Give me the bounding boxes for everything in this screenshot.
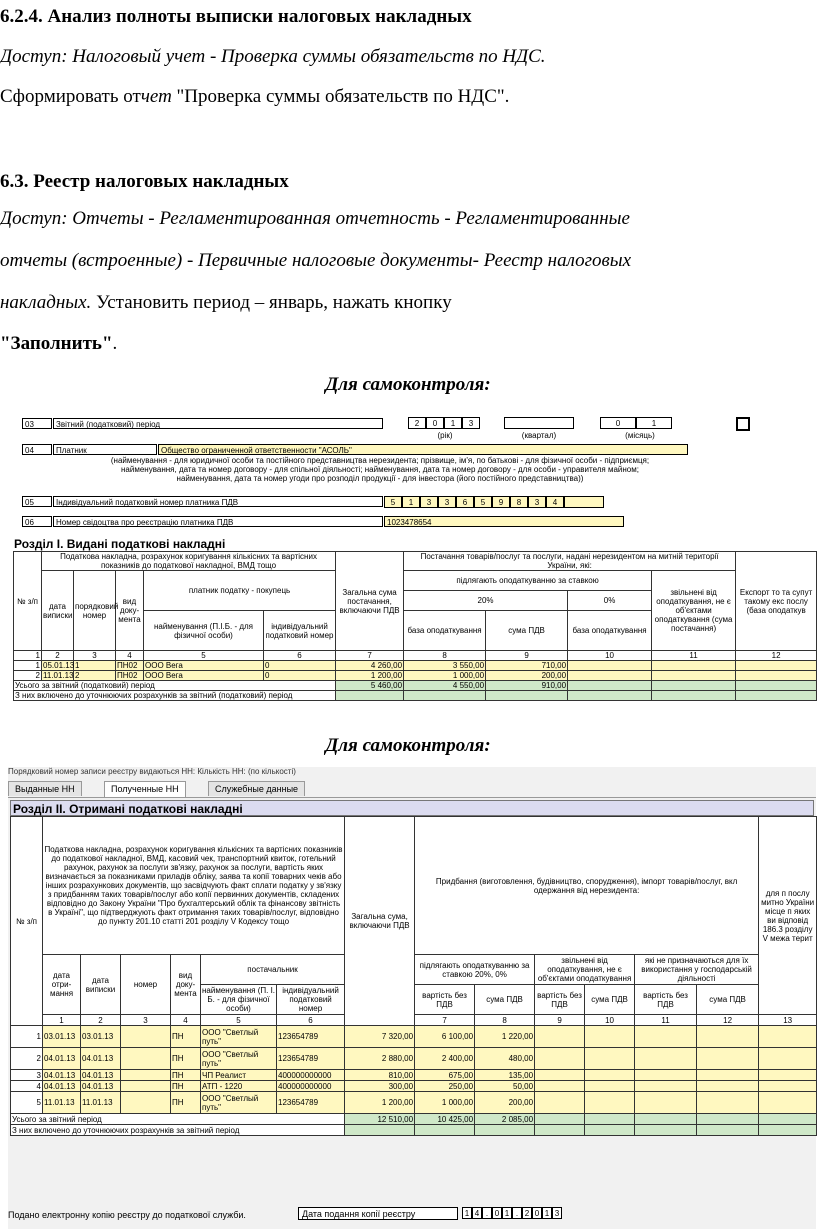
row-05-code: 05 bbox=[22, 496, 52, 507]
cell-empty[interactable] bbox=[652, 661, 736, 671]
year-caption: (рік) bbox=[437, 431, 453, 440]
hdr2-name: найменування (П. І. Б. - для фізичної особи) bbox=[202, 986, 276, 1013]
cell-num[interactable] bbox=[121, 1070, 171, 1081]
register-form-issued bbox=[14, 412, 816, 714]
access-path-2-line3 bbox=[0, 292, 802, 314]
col-num: 11 bbox=[635, 1015, 697, 1026]
col-num: 10 bbox=[585, 1015, 635, 1026]
tab-service[interactable]: Служебные данные bbox=[208, 781, 305, 796]
col-num: 2 bbox=[81, 1015, 121, 1026]
date-digit: 0 bbox=[532, 1207, 542, 1219]
ipn-digit-empty bbox=[564, 496, 604, 508]
row-06-code: 06 bbox=[22, 516, 52, 527]
hdr-name: найменування (П.І.Б. - для фізичної особи) bbox=[144, 611, 264, 651]
cell-num[interactable]: 1 bbox=[74, 661, 116, 671]
hdr-nn: № з/п bbox=[14, 552, 42, 651]
hdr2-notused: які не призначаються для їх використання у господарській діяльності bbox=[635, 955, 759, 985]
top-partial-row: Порядковий номер записи реєстру видаються НН: Кількість НН: (по кількості) bbox=[8, 767, 296, 776]
action-text-1b: чет bbox=[140, 86, 172, 107]
section-1-title: Розділ І. Видані податкові накладні bbox=[14, 537, 226, 551]
ipn-digit: 5 bbox=[384, 496, 402, 508]
access-path-2-line3-normal: Установить период – январь, нажать кнопку bbox=[91, 292, 452, 313]
cell-type[interactable]: ПН bbox=[171, 1081, 201, 1092]
cell-n: 2 bbox=[11, 1048, 43, 1070]
cell-vat[interactable]: 1 220,00 bbox=[475, 1026, 535, 1048]
ipn-digit: 9 bbox=[492, 496, 510, 508]
cell-name[interactable]: ООО "Светлый путь" bbox=[201, 1048, 277, 1070]
table-row[interactable] bbox=[11, 1026, 817, 1048]
cell-vat[interactable]: 135,00 bbox=[475, 1070, 535, 1081]
cell-n: 2 bbox=[14, 671, 42, 681]
cell-name[interactable]: ООО Вега bbox=[144, 671, 264, 681]
hdr-buyer: платник податку - покупець bbox=[144, 571, 336, 611]
cell-ipn[interactable]: 400000000000 bbox=[277, 1081, 345, 1092]
hdr-num: порядковий номер bbox=[74, 571, 116, 651]
cell-date-iss[interactable]: 04.01.13 bbox=[81, 1070, 121, 1081]
table-row[interactable] bbox=[11, 1081, 817, 1092]
year-digit: 3 bbox=[462, 417, 480, 429]
year-digit: 1 bbox=[444, 417, 462, 429]
hdr2-vat: сума ПДВ bbox=[585, 985, 635, 1015]
hdr2-ipn: індивідуальний податковий номер bbox=[277, 985, 345, 1015]
table-row[interactable] bbox=[14, 671, 817, 681]
cell-vat[interactable]: 50,00 bbox=[475, 1081, 535, 1092]
hdr-base: база оподаткування bbox=[404, 611, 486, 651]
col-num: 12 bbox=[736, 651, 817, 661]
heading-6-3: 6.3. Реестр налоговых накладных bbox=[0, 171, 289, 192]
cell-date[interactable]: 05.01.13 bbox=[43, 661, 75, 670]
col-num: 1 bbox=[14, 651, 42, 661]
register-form-received bbox=[8, 767, 816, 1229]
hdr-0: 0% bbox=[568, 591, 652, 611]
row-06-label: Номер свідоцтва про реєстрацію платника ПДВ bbox=[53, 516, 383, 527]
cell-val[interactable]: 250,00 bbox=[415, 1081, 475, 1092]
cell-val[interactable]: 6 100,00 bbox=[415, 1026, 475, 1048]
selfcheck-title-1: Для самоконтроля: bbox=[325, 374, 491, 395]
cell-ipn[interactable]: 123654789 bbox=[277, 1026, 345, 1048]
cell-date-iss[interactable]: 04.01.13 bbox=[81, 1081, 121, 1092]
date-digit: 3 bbox=[552, 1207, 562, 1219]
hdr2-date-iss: дата виписки bbox=[81, 955, 121, 1015]
total-vat: 2 085,00 bbox=[475, 1114, 535, 1125]
hdr2-exempt: звільнені від оподаткування, не є об'єктами оподаткування bbox=[535, 955, 635, 985]
date-digit: 4 bbox=[472, 1207, 482, 1219]
hdr2-total: Загальна сума, включаючи ПДВ bbox=[345, 817, 415, 1026]
hdr2-date-rcv: дата отри- мання bbox=[43, 955, 81, 1015]
hdr-taxable: підлягають оподаткуванню за ставкою bbox=[404, 571, 652, 591]
cell-type[interactable]: ПН bbox=[171, 1070, 201, 1081]
cell-total[interactable]: 810,00 bbox=[345, 1070, 415, 1081]
cell-total[interactable]: 1 200,00 bbox=[336, 671, 404, 681]
cell-date-iss[interactable]: 03.01.13 bbox=[81, 1026, 121, 1048]
action-text-1c: "Проверка суммы обязательств по НДС". bbox=[171, 86, 510, 107]
year-digit: 2 bbox=[408, 417, 426, 429]
access-path-2-line3-italic: накладных. bbox=[0, 292, 92, 313]
included-row bbox=[11, 1125, 817, 1136]
cell-name[interactable]: ЧП Реалист bbox=[201, 1070, 277, 1081]
cell-total[interactable]: 1 200,00 bbox=[345, 1092, 415, 1114]
cell-num[interactable] bbox=[121, 1026, 171, 1048]
hdr2-last: для п послу митно України місце п яких ви відповід 186.3 розділу V межа терит bbox=[759, 817, 817, 1015]
cell-name[interactable]: ООО Вега bbox=[144, 661, 264, 671]
cell-vat[interactable]: 200,00 bbox=[475, 1092, 535, 1114]
hdr2-num: номер bbox=[121, 955, 171, 1015]
cell-total[interactable]: 2 880,00 bbox=[345, 1048, 415, 1070]
footer-date-label: Дата подання копії реєстру bbox=[298, 1207, 458, 1220]
heading-6-2-4: 6.2.4. Анализ полноты выписки налоговых накладных bbox=[0, 6, 472, 27]
col-num: 11 bbox=[652, 651, 736, 661]
date-digit: 1 bbox=[542, 1207, 552, 1219]
month-caption: (місяць) bbox=[625, 431, 655, 440]
row-03-code: 03 bbox=[22, 418, 52, 429]
row-05-label: Індивідуальний податковий номер платника ПДВ bbox=[53, 496, 383, 507]
hdr-type: вид доку- мента bbox=[116, 571, 144, 651]
cell-ipn[interactable]: 123654789 bbox=[277, 1092, 345, 1114]
certificate-number-field[interactable]: 1023478654 bbox=[384, 516, 624, 527]
cell-ipn[interactable]: 400000000000 bbox=[277, 1070, 345, 1081]
col-num: 6 bbox=[264, 651, 336, 661]
cell-val[interactable]: 675,00 bbox=[415, 1070, 475, 1081]
col-num: 5 bbox=[201, 1015, 277, 1026]
issued-invoices-table bbox=[13, 551, 817, 701]
col-num: 7 bbox=[336, 651, 404, 661]
month-digit: 1 bbox=[636, 417, 672, 429]
quarter-caption: (квартал) bbox=[521, 431, 557, 440]
hdr-base0: база оподаткування bbox=[568, 611, 652, 651]
hdr-export: Експорт то та супут такому екс послу (база оподаткув bbox=[736, 552, 817, 651]
cell-n: 1 bbox=[14, 661, 42, 671]
date-digit: 1 bbox=[502, 1207, 512, 1219]
included-row bbox=[14, 691, 817, 701]
cell-total[interactable]: 300,00 bbox=[345, 1081, 415, 1092]
included-label: З них включено до уточнюючих розрахунків за звітний (податковий) період bbox=[14, 691, 336, 701]
total-label: Усього за звітний (податковий) період bbox=[14, 681, 336, 691]
col-num: 6 bbox=[277, 1015, 345, 1026]
cell-name[interactable]: АТП - 1220 bbox=[201, 1081, 277, 1092]
cell-ipn[interactable]: 0 bbox=[264, 671, 336, 681]
date-digit: . bbox=[482, 1207, 492, 1219]
cell-n: 5 bbox=[11, 1092, 43, 1114]
cell-base[interactable]: 1 000,00 bbox=[404, 671, 486, 681]
cell-ipn[interactable]: 123654789 bbox=[277, 1048, 345, 1070]
hdr2-vat: сума ПДВ bbox=[697, 985, 759, 1015]
cell-total[interactable]: 4 260,00 bbox=[336, 661, 404, 671]
hdr-supply: Постачання товарів/послуг та послуги, надані нерезидентом на митній території України, які: bbox=[404, 552, 736, 571]
tab-received[interactable]: Полученные НН bbox=[104, 781, 186, 797]
total-total: 12 510,00 bbox=[345, 1114, 415, 1125]
tab-issued[interactable]: Выданные НН bbox=[8, 781, 82, 796]
cell-date-iss[interactable]: 11.01.13 bbox=[81, 1092, 121, 1114]
hdr2-supplier: постачальник bbox=[201, 955, 345, 985]
payer-note-2: найменування, дата та номер договору - для спільної діяльності; найменування, дата та номер договору - для особи - управителя майном; bbox=[121, 465, 639, 474]
hdr-ipn: індивідуальний податковий номер bbox=[264, 611, 336, 651]
tab-bar bbox=[8, 781, 816, 798]
payer-name-field[interactable]: Общество ограниченной ответственности "АСОЛЬ" bbox=[158, 444, 688, 455]
hdr-doc: Податкова накладна, розрахунок коригування кількісних та вартісних показників до податкової накладної, ВМД тощо bbox=[42, 552, 336, 571]
fill-instruction-end: . bbox=[112, 333, 118, 354]
ipn-digit: 3 bbox=[438, 496, 456, 508]
date-digit: 2 bbox=[522, 1207, 532, 1219]
total-base: 4 550,00 bbox=[404, 681, 486, 691]
hdr2-doc: Податкова накладна, розрахунок коригування кількісних та вартісних показників до податкової накладної, ВМД, касовий чек, транспортний квиток, готельний рахунок, рахунок за послуги зв'язку, рахунок за послуги, вартість яких визначається за показниками приладів обліку, заява та копії товарних чеків або інших розрахункових документів, що засвідчують факт сплати податку у зв'язку з придбанням таких товарів/послуг або копії первинних документів, складених відповідно до Закону України "Про бухгалтерський облік та фінансову звітність в Україні", що підтверджують факт отримання таких товарів/послуг, відповідно до пункту 201.10 статті 201 розділу V Кодексу тощо bbox=[43, 817, 345, 955]
total-total: 5 460,00 bbox=[336, 681, 404, 691]
col-num: 9 bbox=[486, 651, 568, 661]
fill-button-name: "Заполнить" bbox=[0, 333, 113, 354]
row-03-label: Звітний (податковий) період bbox=[53, 418, 383, 429]
selfcheck-title-2: Для самоконтроля: bbox=[325, 735, 491, 756]
access-path-1: Доступ: Налоговый учет - Проверка суммы обязательств по НДС. bbox=[0, 46, 546, 67]
cell-vat[interactable]: 710,00 bbox=[486, 661, 568, 671]
fill-instruction bbox=[0, 333, 802, 355]
ipn-digit: 1 bbox=[402, 496, 420, 508]
cell-date-rcv[interactable]: 04.01.13 bbox=[43, 1048, 81, 1070]
hdr2-type: вид доку- мента bbox=[171, 955, 201, 1015]
cell-empty[interactable] bbox=[736, 671, 817, 681]
total-label: Усього за звітний період bbox=[11, 1114, 345, 1125]
hdr2-val: вартість без ПДВ bbox=[535, 985, 585, 1015]
row-04-label: Платник bbox=[53, 444, 157, 455]
cell-empty[interactable] bbox=[568, 671, 652, 681]
total-vat: 910,00 bbox=[486, 681, 568, 691]
cell-n: 3 bbox=[11, 1070, 43, 1081]
action-text-1a: Сформировать от bbox=[0, 86, 141, 107]
cell-empty[interactable] bbox=[652, 671, 736, 681]
col-num: 12 bbox=[697, 1015, 759, 1026]
cell-name[interactable]: ООО "Светлый путь" bbox=[201, 1092, 277, 1114]
table-row[interactable] bbox=[11, 1070, 817, 1081]
date-digit: . bbox=[512, 1207, 522, 1219]
ipn-digit: 3 bbox=[528, 496, 546, 508]
col-num: 8 bbox=[404, 651, 486, 661]
hdr2-taxable: підлягають оподаткуванню за ставкою 20%, 0% bbox=[415, 955, 535, 985]
ipn-digit: 4 bbox=[546, 496, 564, 508]
hdr-exempt: звільнені від оподаткування, не є об'єктами оподаткування (сума постачання) bbox=[652, 571, 736, 651]
cell-type[interactable]: ПН02 bbox=[116, 671, 144, 681]
col-num: 1 bbox=[43, 1015, 81, 1026]
col-num: 2 bbox=[42, 651, 74, 661]
footer-label: Подано електронну копію реєстру до податкової служби. bbox=[8, 1210, 246, 1220]
date-digit: 0 bbox=[492, 1207, 502, 1219]
col-num: 10 bbox=[568, 651, 652, 661]
hdr-date: дата виписки bbox=[42, 571, 74, 651]
action-text-1 bbox=[0, 86, 802, 108]
table-row[interactable] bbox=[11, 1048, 817, 1070]
col-num: 3 bbox=[74, 651, 116, 661]
col-num: 7 bbox=[415, 1015, 475, 1026]
row-04-code: 04 bbox=[22, 444, 52, 455]
cell-date-rcv[interactable]: 04.01.13 bbox=[43, 1081, 81, 1092]
cell-num[interactable]: 2 bbox=[74, 671, 116, 681]
cell-date-rcv[interactable]: 11.01.13 bbox=[43, 1092, 81, 1114]
cell-type[interactable]: ПН bbox=[171, 1048, 201, 1070]
section-2-title: Розділ ІІ. Отримані податкові накладні bbox=[10, 800, 814, 816]
checkbox[interactable] bbox=[736, 417, 750, 431]
column-numbers-row bbox=[14, 651, 817, 661]
total-val: 10 425,00 bbox=[415, 1114, 475, 1125]
col-num: 4 bbox=[116, 651, 144, 661]
col-num: 8 bbox=[475, 1015, 535, 1026]
hdr-20: 20% bbox=[404, 591, 568, 611]
cell-vat[interactable]: 480,00 bbox=[475, 1048, 535, 1070]
cell-empty[interactable] bbox=[736, 661, 817, 671]
cell-val[interactable]: 1 000,00 bbox=[415, 1092, 475, 1114]
col-num: 5 bbox=[144, 651, 264, 661]
payer-note-1: (найменування - для юридичної особи та постійного представництва нерезидента; прізвище, ім'я, по батькові - для фізичної особи - підприємця; bbox=[110, 456, 650, 465]
payer-note-3: найменування, дата та номер угоди про розподіл продукції - для інвестора (його постійного представництва)) bbox=[176, 474, 584, 483]
access-path-2-line2: отчеты (встроенные) - Первичные налоговые документы- Реестр налоговых bbox=[0, 250, 632, 271]
ipn-digit: 5 bbox=[474, 496, 492, 508]
hdr2-nn: № з/п bbox=[11, 817, 43, 1026]
ipn-digit: 6 bbox=[456, 496, 474, 508]
hdr2-purchase: Придбання (виготовлення, будівництво, спорудження), імпорт товарів/послуг, вкл одержання від нерезидента: bbox=[415, 817, 759, 955]
cell-vat[interactable]: 200,00 bbox=[486, 671, 568, 681]
cell-date-iss[interactable]: 04.01.13 bbox=[81, 1048, 121, 1070]
received-invoices-table bbox=[10, 816, 817, 1136]
cell-name[interactable]: ООО "Светлый путь" bbox=[201, 1026, 277, 1048]
col-num: 9 bbox=[535, 1015, 585, 1026]
cell-n: 4 bbox=[11, 1081, 43, 1092]
col-num: 3 bbox=[121, 1015, 171, 1026]
cell-empty[interactable] bbox=[568, 661, 652, 671]
cell-num[interactable] bbox=[121, 1048, 171, 1070]
access-path-2-line1: Доступ: Отчеты - Регламентированная отчетность - Регламентированные bbox=[0, 208, 630, 229]
cell-date-rcv[interactable]: 04.01.13 bbox=[43, 1070, 81, 1081]
hdr2-val: вартість без ПДВ bbox=[635, 985, 697, 1015]
total-row bbox=[11, 1114, 817, 1125]
ipn-digit: 8 bbox=[510, 496, 528, 508]
table-row[interactable] bbox=[14, 661, 817, 671]
cell-type[interactable]: ПН bbox=[171, 1092, 201, 1114]
date-digit: 1 bbox=[462, 1207, 472, 1219]
table-row[interactable] bbox=[11, 1092, 817, 1114]
cell-total[interactable]: 7 320,00 bbox=[345, 1026, 415, 1048]
col-num: 13 bbox=[759, 1015, 817, 1026]
cell-ipn[interactable]: 0 bbox=[264, 661, 336, 671]
cell-type[interactable]: ПН02 bbox=[116, 661, 144, 671]
hdr-total: Загальна сума постачання, включаючи ПДВ bbox=[336, 552, 404, 651]
cell-type[interactable]: ПН bbox=[171, 1026, 201, 1048]
cell-num[interactable] bbox=[121, 1081, 171, 1092]
cell-date[interactable]: 11.01.13 bbox=[43, 671, 74, 680]
cell-val[interactable]: 2 400,00 bbox=[415, 1048, 475, 1070]
hdr2-val: вартість без ПДВ bbox=[415, 985, 475, 1015]
cell-n: 1 bbox=[11, 1026, 43, 1048]
hdr-vat: сума ПДВ bbox=[486, 611, 568, 651]
year-digit: 0 bbox=[426, 417, 444, 429]
col-num: 4 bbox=[171, 1015, 201, 1026]
ipn-digit: 3 bbox=[420, 496, 438, 508]
cell-date-rcv[interactable]: 03.01.13 bbox=[43, 1026, 81, 1048]
cell-num[interactable] bbox=[121, 1092, 171, 1114]
included-label: З них включено до уточнюючих розрахунків за звітний період bbox=[11, 1125, 345, 1136]
cell-base[interactable]: 3 550,00 bbox=[404, 661, 486, 671]
hdr2-vat: сума ПДВ bbox=[475, 985, 535, 1015]
total-row bbox=[14, 681, 817, 691]
month-digit: 0 bbox=[600, 417, 636, 429]
quarter-input[interactable] bbox=[504, 417, 574, 429]
